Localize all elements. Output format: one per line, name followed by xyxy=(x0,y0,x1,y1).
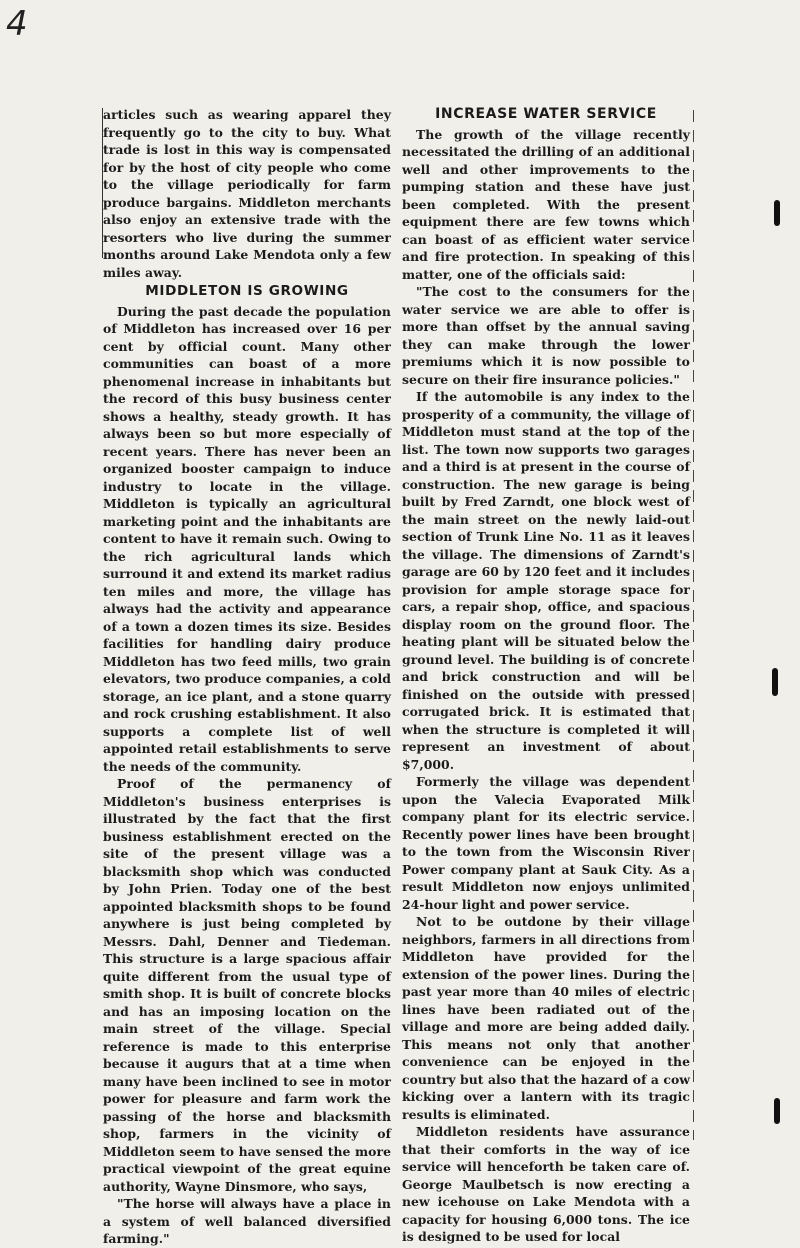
right-heading: INCREASE WATER SERVICE xyxy=(435,106,657,122)
binding-mark-top xyxy=(774,200,780,226)
column-rule-right xyxy=(693,110,694,1140)
left-paragraph-2: During the past decade the population of Middleton has increased over 16 per cent by official count. Many other communities can boast of a more phenomenal increase in inhabitants but the record of this busy business center shows a healthy, steady growth. It has always been so but more especially of recent years. There has never been an organized booster campaign to induce industry to locate in the village. Middleton is typically an agricultural marketing point and the inhabitants are content to have it remain such. Owing to the rich agricultural lands which surround it and extend its market radius ten miles and more, the village has always had the activity and appearance of a town a dozen times its size. Besides facilities for handling dairy produce Middleton has two feed mills, two grain elevators, two produce companies, a cold storage, an ice plant, and a stone quarry and rock crushing establishment. It also supports a complete list of well appointed retail establishments to serve the needs of the community. xyxy=(103,303,391,774)
right-paragraph-2: "The cost to the consumers for the water service we are able to offer is more than offset by the annual saving they can make through the lower premiums which it is now possible to secure on their fire insurance policies." xyxy=(402,284,690,387)
binding-mark-middle xyxy=(772,668,778,696)
right-paragraph-5: Not to be outdone by their village neighbors, farmers in all directions from Middleton have provided for the extension of the power lines. During the past year more than 40 miles of electric lines have been radiated out of the village and more are being added daily. This means not only that another convenience can be enjoyed in the country but also that the hazard of a cow kicking over a lantern with its tragic results is eliminated. xyxy=(402,914,690,1122)
left-column xyxy=(103,106,391,1248)
left-paragraph-4: "The horse will always have a place in a system of well balanced diversified farming." xyxy=(103,1196,391,1246)
left-heading: MIDDLETON IS GROWING xyxy=(145,283,349,299)
left-paragraph-3: Proof of the permanency of Middleton's business enterprises is illustrated by the fact that the first business establishment erected on the site of the present village was a blacksmith shop which was conducted by John Prien. Today one of the best appointed blacksmith shops to be found anywhere is just being completed by Messrs. Dahl, Denner and Tiedeman. This structure is a large spacious affair quite different from the usual type of smith shop. It is built of concrete blocks and has an imposing location on the main street of the village. Special reference is made to this enterprise because it augurs that at a time when many have been inclined to see in motor power for pleasure and farm work the passing of the horse and blacksmith shop, farmers in the vicinity of Middleton seem to have sensed the more practical viewpoint of the great equine authority, Wayne Dinsmore, who says, xyxy=(103,776,391,1194)
right-paragraph-3: If the automobile is any index to the prosperity of a community, the village of Middleton must stand at the top of the list. The town now supports two garages and a third is at present in the course of construction. The new garage is being built by Fred Zarndt, one block west of the main street on the newly laid-out section of Trunk Line No. 11 as it leaves the village. The dimensions of Zarndt's garage are 60 by 120 feet and it includes provision for ample storage space for cars, a repair shop, office, and spacious display room on the ground floor. The heating plant will be situated below the ground level. The building is of concrete and brick construction and will be finished on the outside with pressed corrugated brick. It is estimated that when the structure is completed it will represent an investment of about $7,000. xyxy=(402,389,690,772)
right-paragraph-4: Formerly the village was dependent upon the Valecia Evaporated Milk company plant for its electric service. Recently power lines have been brought to the town from the Wisconsin River Power company plant at Sauk City. As a result Middleton now enjoys unlimited 24-hour light and power service. xyxy=(402,774,690,912)
right-paragraph-1: The growth of the village recently necessitated the drilling of an additional well and other improvements to the pumping station and these have just been completed. With the present equipment there are few towns which can boast of as efficient water service and fire protection. In speaking of this matter, one of the officials said: xyxy=(402,126,690,282)
left-paragraph-1: articles such as wearing apparel they frequently go to the city to buy. What trade is lost in this way is compensated for by the host of city people who come to the village periodically for farm produce bargains. Middleton merchants also enjoy an extensive trade with the resorters who live during the summer months around Lake Mendota only a few miles away. xyxy=(103,107,391,280)
right-paragraph-6: Middleton residents have assurance that their comforts in the way of ice service will henceforth be taken care of. George Maulbetsch is now erecting a new icehouse on Lake Mendota with a capacity for housing 6,000 tons. The ice is designed to be used for local xyxy=(402,1124,690,1244)
page-number: 4 xyxy=(6,4,28,44)
right-column xyxy=(402,106,690,1246)
binding-mark-bottom xyxy=(774,1098,780,1124)
